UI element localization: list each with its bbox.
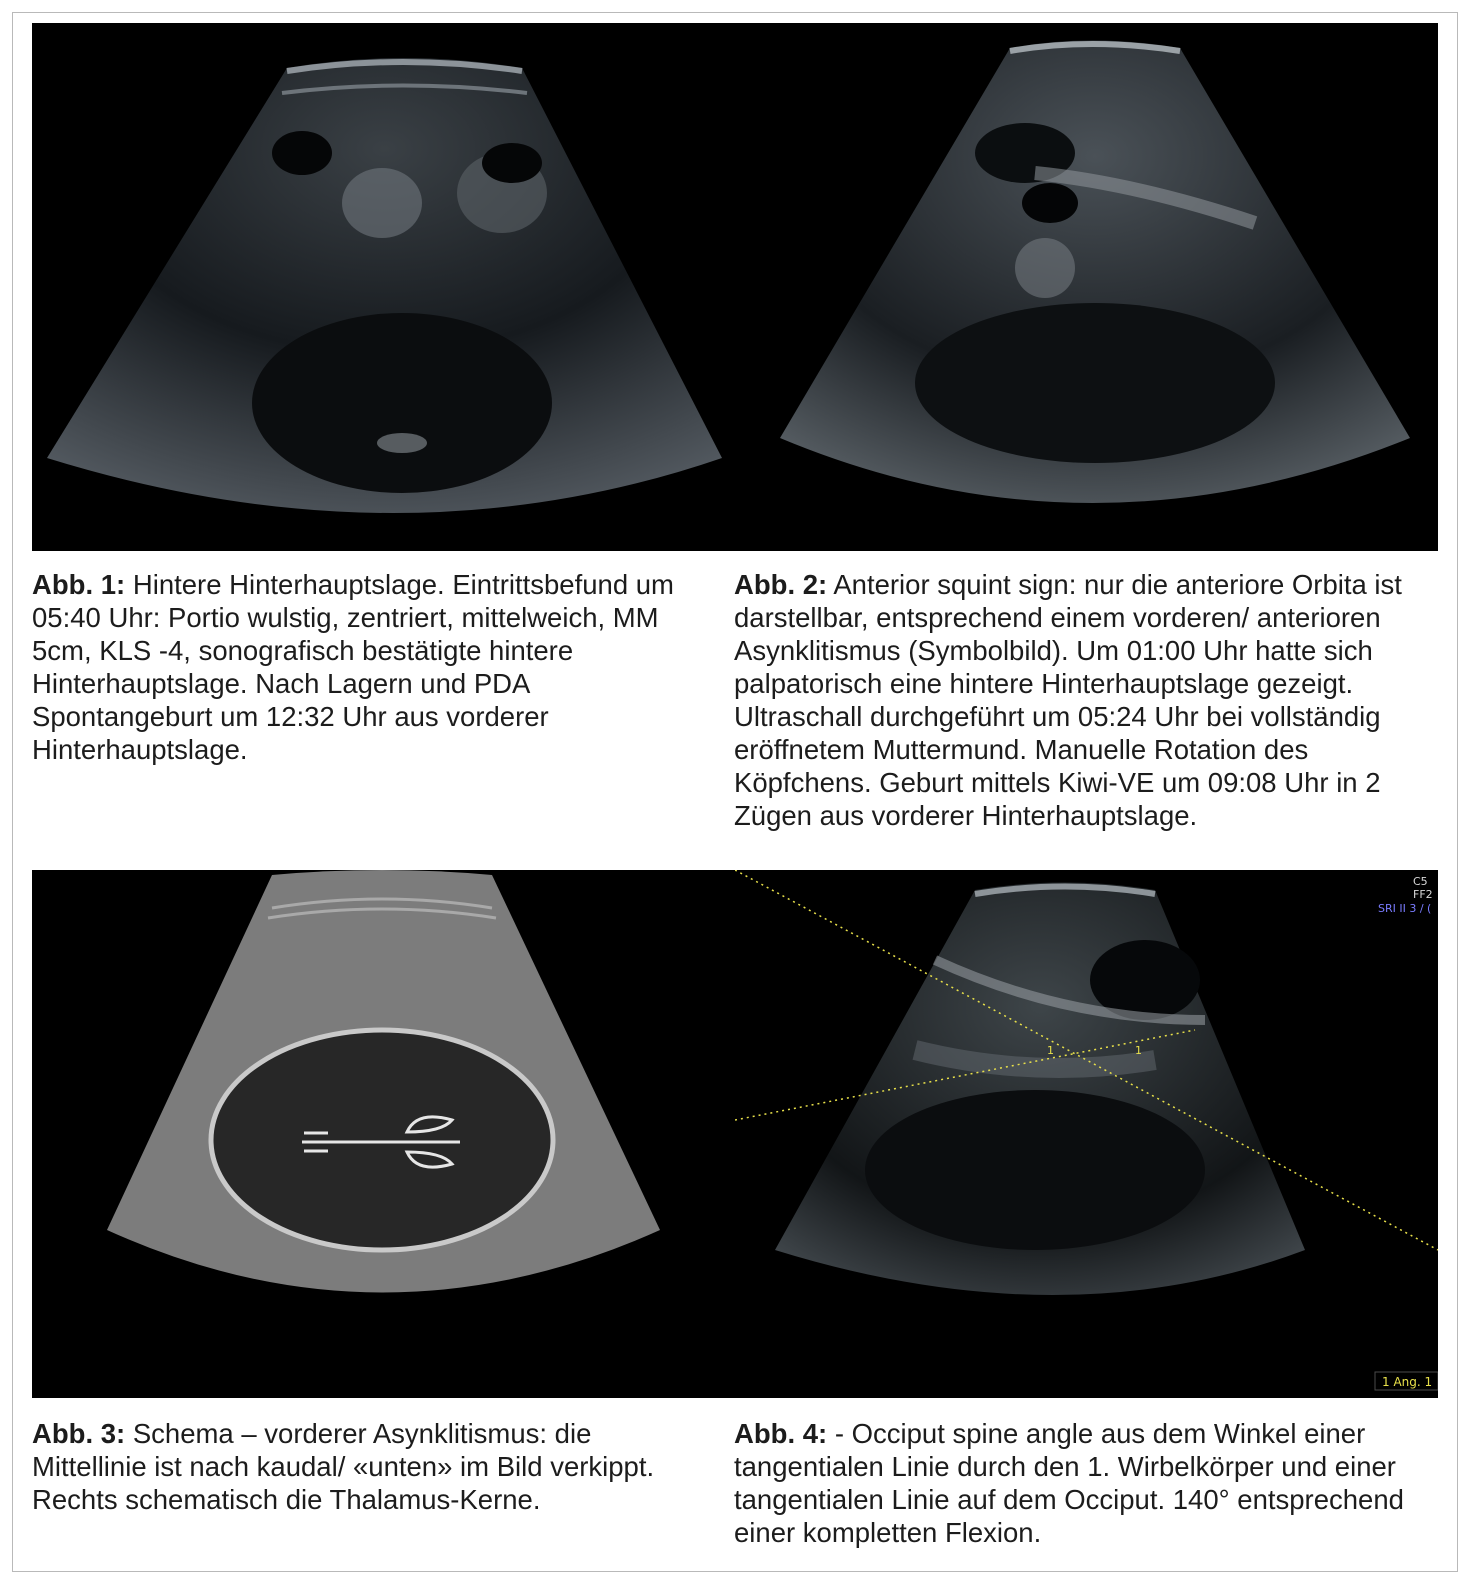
caption-1-text: Hintere Hinterhauptslage. Eintrittsbefund um 05:40 Uhr: Portio wulstig, zentriert, mittelweich, MM 5cm, KLS -4, sonografisch bestätigte hintere Hinterhauptslage. Nach Lagern und PDA Spontangeburt um 12:32 Uhr aus vorderer Hinterhauptslage.: [32, 569, 674, 765]
caption-2-label: Abb. 2:: [734, 569, 828, 600]
schematic-diagram: [32, 870, 735, 1398]
caption-4-text: - Occiput spine angle aus dem Winkel einer tangentialen Linie durch den 1. Wirbelkörper und einer tangentialen Linie auf dem Occiput. 140° entsprechend einer kompletten Flexion.: [734, 1418, 1404, 1548]
figure-4-ultrasound: [735, 870, 1438, 1398]
ultrasound-image-2: [735, 23, 1438, 551]
ultrasound-image-4: [735, 870, 1438, 1398]
caption-2-text: Anterior squint sign: nur die anteriore Orbita ist darstellbar, entsprechend einem vorderen/ anterioren Asynklitismus (Symbolbild). Um 01:00 Uhr hatte sich palpatorisch eine hintere Hinterhauptslage gezeigt. Ultraschall durchgeführt um 05:24 Uhr bei vollständig eröffnetem Muttermund. Manuelle Rotation des Köpfchens. Geburt mittels Kiwi-VE um 09:08 Uhr in 2 Zügen aus vorderer Hinterhauptslage.: [734, 569, 1402, 831]
angle-label: 1 Ang. 1: [1382, 1375, 1433, 1389]
caption-1: [32, 568, 712, 766]
figure-1-ultrasound: [32, 23, 735, 551]
figure-2-ultrasound: [735, 23, 1438, 551]
marker-1: 1: [1047, 1044, 1054, 1057]
caption-3-label: Abb. 3:: [32, 1418, 126, 1449]
ultrasound-image-1: [32, 23, 735, 551]
caption-4: [734, 1417, 1414, 1549]
overlay-top-right-3: SRI II 3 / (: [1378, 902, 1432, 915]
overlay-top-right-1: C5: [1413, 875, 1428, 888]
caption-3: [32, 1417, 712, 1516]
figure-3-schematic: [32, 870, 735, 1398]
caption-3-text: Schema – vorderer Asynklitismus: die Mittellinie ist nach kaudal/ «unten» im Bild verkippt. Rechts schematisch die Thalamus-Kerne.: [32, 1418, 655, 1515]
caption-2: [734, 568, 1414, 832]
caption-4-label: Abb. 4:: [734, 1418, 828, 1449]
caption-1-label: Abb. 1:: [32, 569, 126, 600]
marker-2: 1: [1135, 1044, 1142, 1057]
overlay-top-right-2: FF2: [1413, 888, 1433, 901]
